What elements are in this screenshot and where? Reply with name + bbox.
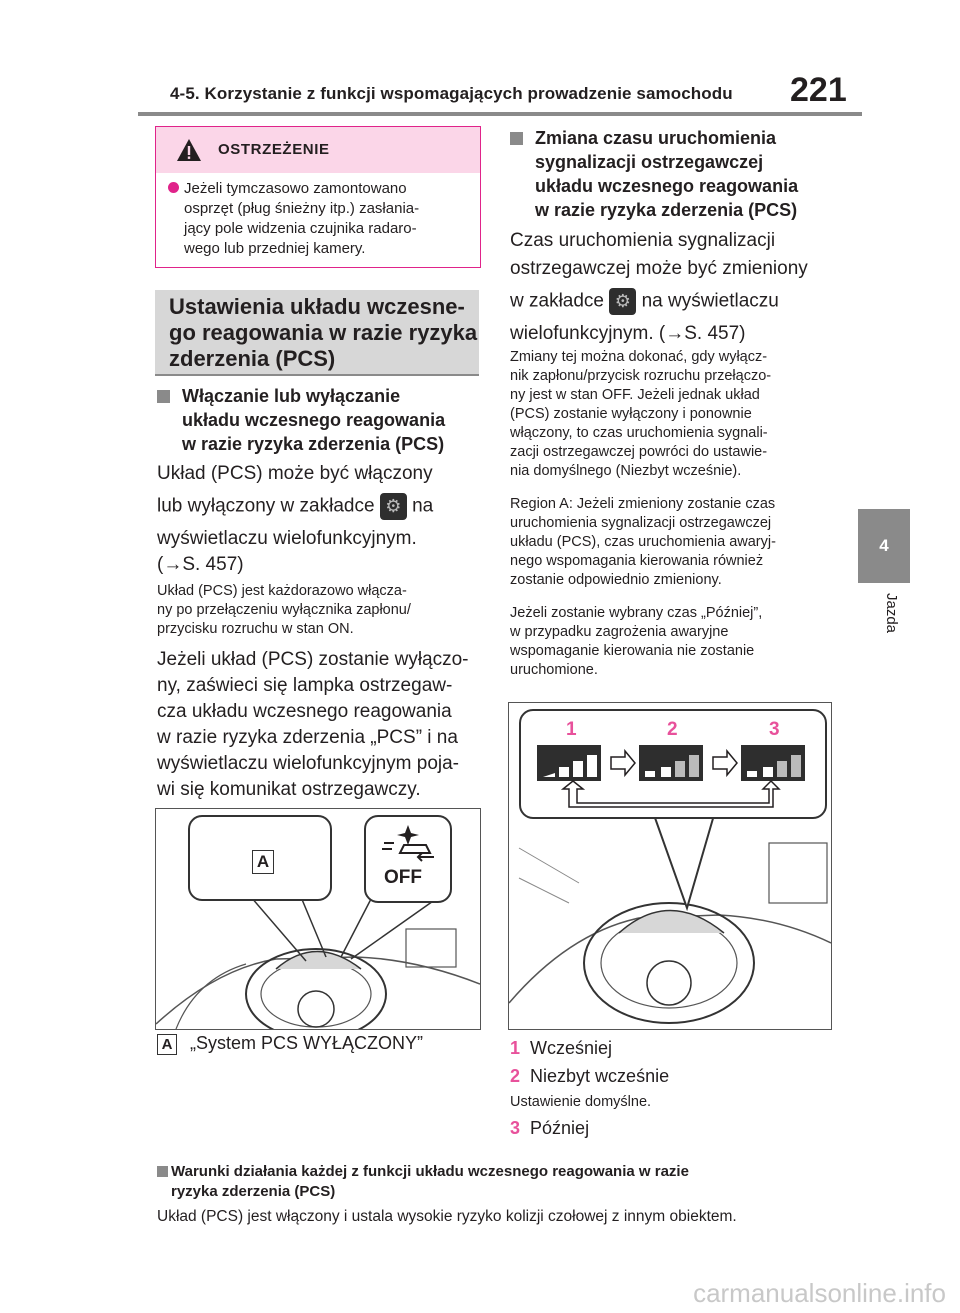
note-timing-3: Jeżeli zostanie wybrany czas „Później”, w przypadku zagrożenia awaryjne wspomaganie kierowania nie zostanie uruchomione. bbox=[510, 605, 763, 678]
chapter-side-label bbox=[850, 593, 920, 653]
timing-bars-diagram bbox=[521, 711, 825, 817]
note-toggle: Układ (PCS) jest każdorazowo włącza- ny po przełączeniu wyłącznika zapłonu/ przycisku rozruchu w stan ON. bbox=[157, 583, 411, 637]
option-1-number: 1 bbox=[566, 719, 577, 740]
dashboard-illustration-timing bbox=[508, 702, 832, 1030]
figure-caption: A „System PCS WYŁĄCZONY” bbox=[157, 1033, 423, 1055]
square-bullet-icon bbox=[510, 132, 523, 145]
off-text: OFF bbox=[384, 867, 422, 888]
header-rule bbox=[138, 112, 862, 116]
settings-gear-icon: ⚙ bbox=[380, 493, 407, 520]
settings-gear-icon: ⚙ bbox=[609, 288, 636, 315]
pcs-warning-icon bbox=[378, 823, 438, 863]
paragraph-off-warning: Jeżeli układ (PCS) zostanie wyłączo- ny, zaświeci się lampka ostrzegaw- cza układu wczesnego reagowania w razie ryzyka zderzenia „PCS” i na wyświetlaczu wielofunkcyjnym poja- wi się komunikat ostrzegawczy. bbox=[157, 649, 469, 800]
warning-text: Jeżeli tymczasowo zamontowano osprzęt (pług śnieżny itp.) zasłania- jący pole widzenia czujnika radaro- wego lub przedniej kamery. bbox=[168, 179, 419, 259]
running-header: 4-5. Korzystanie z funkcji wspomagających prowadzenie samochodu bbox=[170, 84, 733, 103]
warning-box bbox=[155, 126, 481, 268]
legend-item: 3 Później bbox=[510, 1118, 590, 1138]
legend-item: 2 Niezbyt wcześnie bbox=[510, 1066, 670, 1086]
caption-badge-a: A bbox=[157, 1034, 177, 1055]
option-3-number: 3 bbox=[769, 719, 780, 740]
section-heading: Ustawienia układu wczesne- go reagowania w razie ryzyka zderzenia (PCS) bbox=[155, 290, 479, 376]
subheading-toggle: Włączanie lub wyłączanie układu wczesnego reagowania w razie ryzyka zderzenia (PCS) bbox=[157, 384, 445, 456]
warning-header bbox=[156, 127, 480, 173]
legend-item: 1 Wcześniej bbox=[510, 1038, 613, 1058]
paragraph-timing: Czas uruchomienia sygnalizacji ostrzegawczej może być zmieniony w zakładce ⚙ na wyświetlaczu wielofunkcyjnym. (→S. 457) bbox=[510, 230, 808, 344]
paragraph-toggle: Układ (PCS) może być włączony lub wyłączony w zakładce ⚙ na wyświetlaczu wielofunkcyjnym. (→S. 457) bbox=[157, 463, 434, 575]
warning-title: OSTRZEŻENIE bbox=[218, 141, 330, 158]
watermark: carmanualsonline.info bbox=[693, 1278, 946, 1308]
callout-timing-options bbox=[519, 709, 827, 819]
square-bullet-icon bbox=[157, 1166, 168, 1177]
label-a-badge: A bbox=[252, 850, 274, 874]
subheading-timing: Zmiana czasu uruchomienia sygnalizacji ostrzegawczej układu wczesnego reagowania w razie ryzyka zderzenia (PCS) bbox=[510, 126, 798, 222]
note-timing-1: Zmiany tej można dokonać, gdy wyłącz- nik zapłonu/przycisk rozruchu przełączo- ny jest w stan OFF. Jeżeli jednak układ (PCS) zostanie wyłączony i ponownie włączony, to czas uruchomienia sygnali- zacji ostrzegawczej powróci do ustawie- nia domyślnego (Niezbyt wcześnie). bbox=[510, 349, 772, 479]
square-bullet-icon bbox=[157, 390, 170, 403]
callout-bubble-a bbox=[188, 815, 332, 901]
page-number: 221 bbox=[790, 71, 847, 109]
note-timing-2: Region A: Jeżeli zmieniony zostanie czas uruchomienia sygnalizacji ostrzegawczej układu (PCS), czas uruchomienia awaryj- nego wspomagania kierowania również zostanie odpowiednio zmieniony. bbox=[510, 496, 776, 588]
callout-bubble-pcs-off bbox=[364, 815, 452, 903]
bottom-subheading: Warunki działania każdej z funkcji układu wczesnego reagowania w razie ryzyka zderzenia (PCS) bbox=[157, 1162, 689, 1202]
timing-legend bbox=[510, 1034, 669, 1142]
bottom-paragraph: Układ (PCS) jest włączony i ustala wysokie ryzyko kolizji czołowej z innym obiektem. bbox=[157, 1208, 737, 1225]
option-2-number: 2 bbox=[667, 719, 678, 740]
legend-default-note: Ustawienie domyślne. bbox=[510, 1094, 652, 1110]
warning-triangle-icon bbox=[176, 138, 202, 162]
chapter-label: Jazda bbox=[883, 593, 900, 634]
dashboard-illustration-off bbox=[155, 808, 481, 1030]
bullet-dot-icon bbox=[168, 182, 179, 193]
chapter-tab: 4 bbox=[858, 509, 910, 583]
